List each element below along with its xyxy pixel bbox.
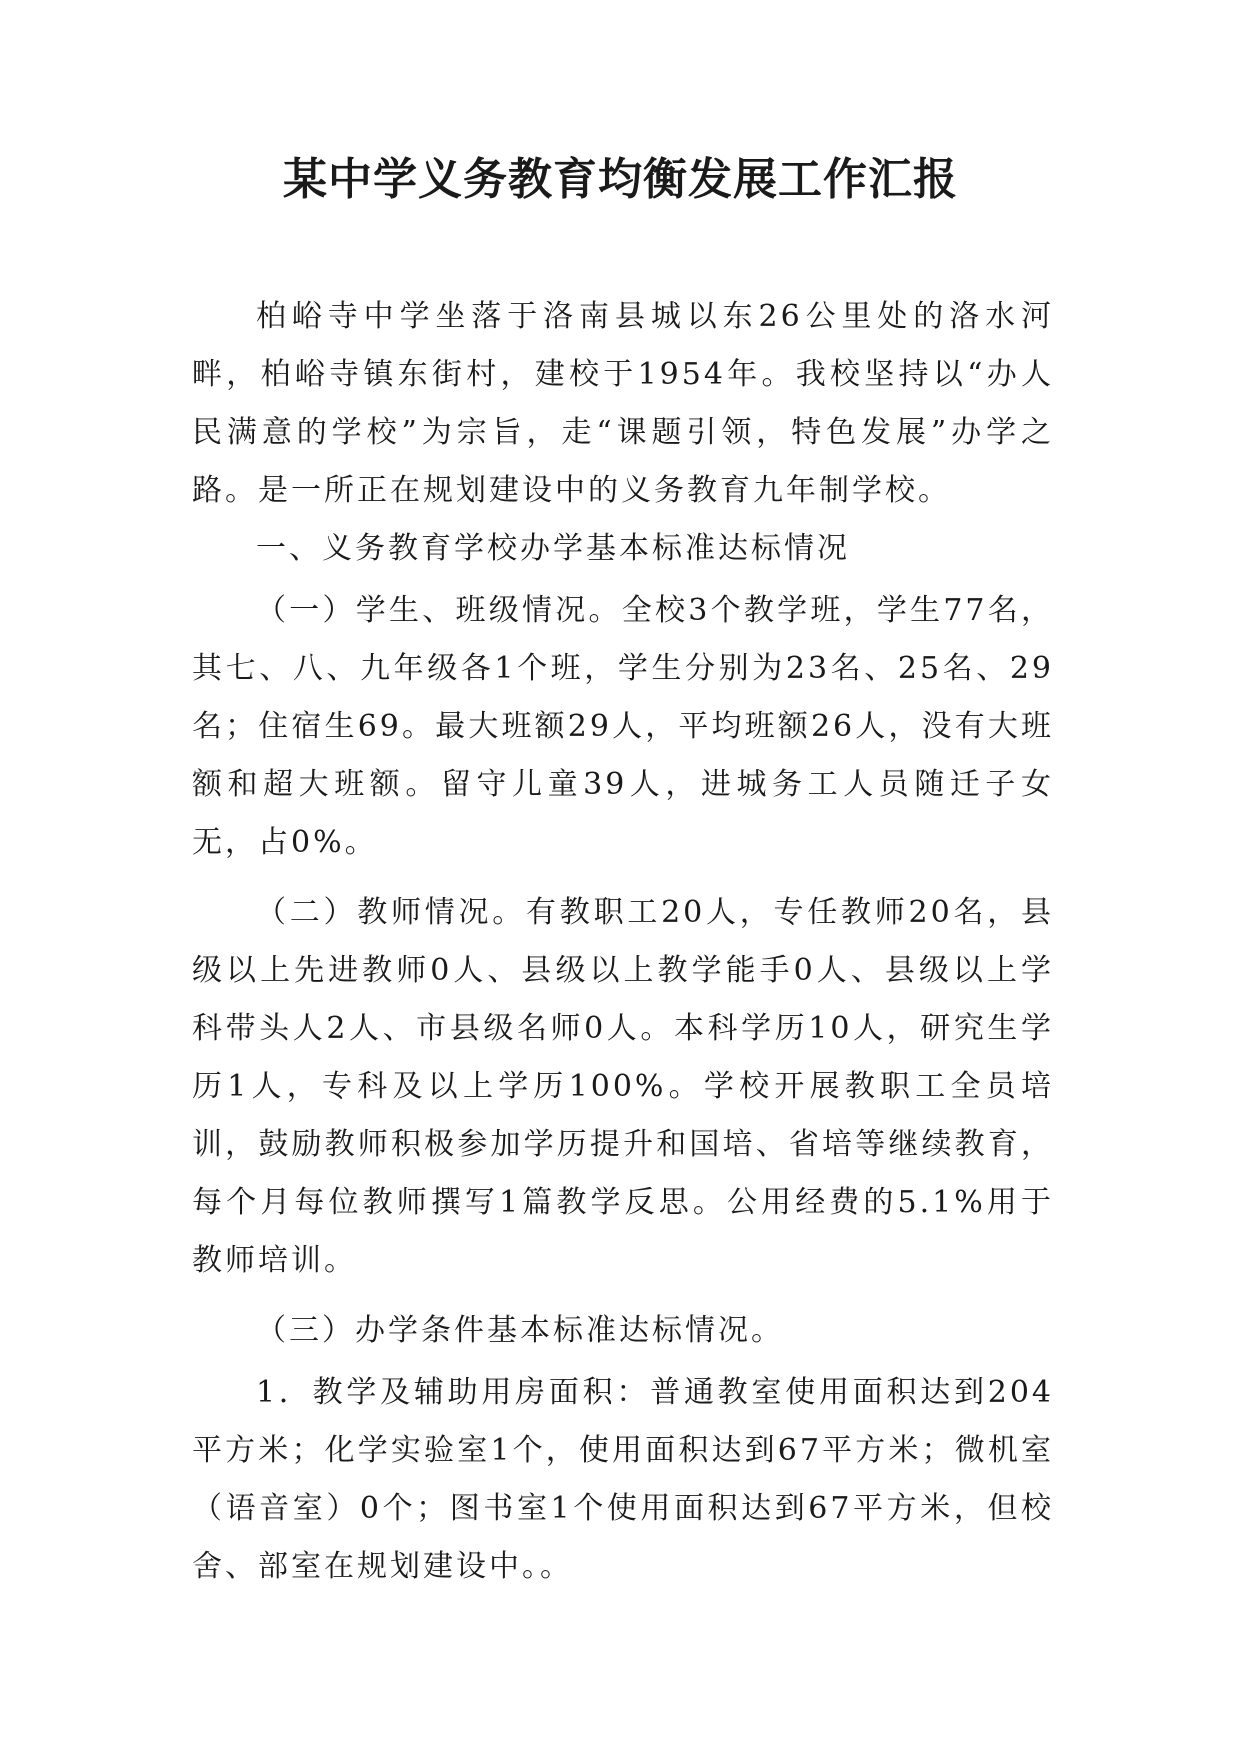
paragraph-conditions-heading: （三）办学条件基本标准达标情况。 (256, 1313, 784, 1348)
paragraph-intro: 柏峪寺中学坐落于洛南县城以东26公里处的洛水河畔，柏峪寺镇东街村，建校于1954年。我校坚持以“办人民满意的学校”为宗旨，走“课题引领，特色发展”办学之路。是一所正在规划建设中的义务教育九年制学校。 (192, 299, 1054, 508)
section-heading-1: 一、义务教育学校办学基本标准达标情况 (256, 531, 850, 566)
paragraph-facilities: 1．教学及辅助用房面积：普通教室使用面积达到204平方米；化学实验室1个，使用面积达到67平方米；微机室（语音室）0个；图书室1个使用面积达到67平方米，但校舍、部室在规划建设中。。 (192, 1375, 1054, 1584)
document-title: 某中学义务教育均衡发展工作汇报 (283, 154, 958, 205)
paragraph-teachers: （二）教师情况。有教职工20人，专任教师20名，县级以上先进教师0人、县级以上教学能手0人、县级以上学科带头人2人、市县级名师0人。本科学历10人，研究生学历1人，专科及以上学历100%。学校开展教职工全员培训，鼓励教师积极参加学历提升和国培、省培等继续教育，每个月每位教师撰写1篇教学反思。公用经费的5.1%用于教师培训。 (192, 895, 1054, 1278)
paragraph-students: （一）学生、班级情况。全校3个教学班，学生77名，其七、八、九年级各1个班，学生分别为23名、25名、29名；住宿生69。最大班额29人，平均班额26人，没有大班额和超大班额。留守儿童39人，进城务工人员随迁子女无，占0%。 (192, 593, 1054, 860)
document-body (192, 288, 1054, 1596)
